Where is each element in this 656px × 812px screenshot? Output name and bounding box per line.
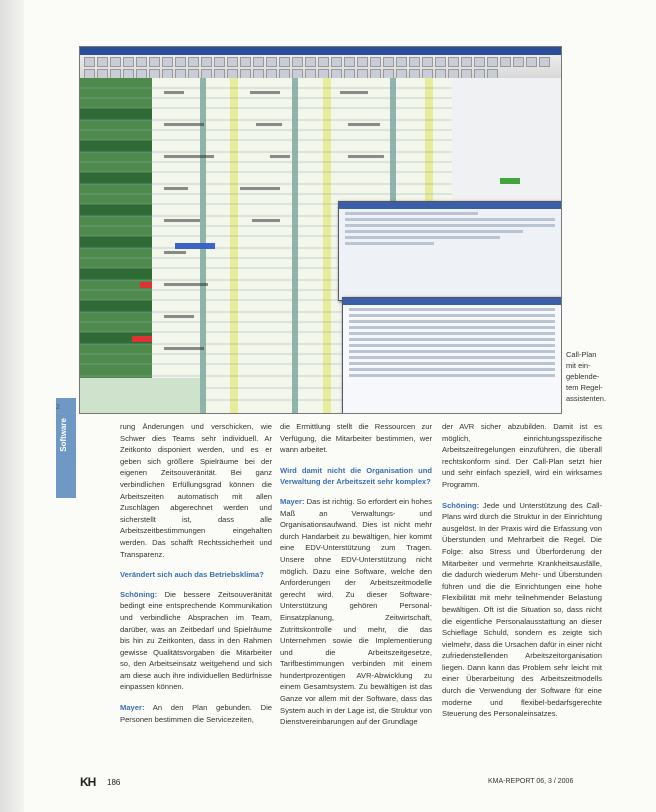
paragraph: [280, 496, 432, 728]
caption-line: geblende-: [566, 372, 600, 381]
article-column-middle: [280, 421, 432, 737]
result-list-dialog: [342, 297, 562, 414]
caption-line: tem Regel-: [566, 383, 603, 392]
paragraph: rung Änderungen und verschicken, wie Schwer dies Teams sehr individuell. Ar Zeitkonto disponiert werden, und es er geben sich größere Spielräume bei der eigenen Zeitsouveränität. Bei ganz verbindlichen Erfüllungsgrad können die Arbeitszeiten automatisch mit allen Zuschlägen abgerechnet werden und sicherstellt ist, dass alle Arbeitszeitbestimmungen eingehalten werden. Das schafft Rechtssicherheit und Transparenz.: [120, 422, 272, 559]
paragraph: [120, 589, 272, 693]
speaker-name: Schöning:: [442, 500, 480, 510]
paragraph: [120, 702, 272, 725]
answer-text: Das ist richtig. So erfordert ein hohes Maß an Verwaltungs- und Organisationsaufwand. Dies ist nicht mehr durch Handarbeit zu bewältigen, hier kommt eine EDV-Unterstützung zum Tragen. Unsere ohne EDV-Unterstützung nicht möglich. Dazu eine Software, welche den Anforderungen der Arbeitszeitmodelle gerecht wird. Zu dieser Software-Unterstützung gehören Personal-Einsatzplanung, Zeitwirtschaft, Zutrittskontrolle und mehr, die das Unternehmen sowie die Implementierung und die Arbeitszeitgesetze, Tarifbestimmungen verbinden mit einem hundertprozentigen AVR-Abwicklung zu einem Gesamtsystem. Zu bewältigen ist das Ganze vor allem mit der Software, dass das System auch in der Lage ist, die Struktur von Dienstvereinbarungen auf der Grundlage: [280, 496, 432, 727]
article-column-right: [442, 421, 602, 729]
page-number: 186: [107, 778, 121, 787]
figure-window-titlebar: [80, 47, 561, 55]
speaker-name: Mayer:: [280, 496, 305, 506]
caption-line: mit ein-: [566, 361, 591, 370]
caption-line: Call-Plan: [566, 350, 597, 359]
article-column-left: [120, 421, 272, 734]
interview-question: Verändert sich auch das Betriebsklima?: [120, 570, 264, 580]
section-number: 2: [56, 404, 60, 411]
rule-assistant-dialog: [338, 201, 562, 301]
section-tab-label: Software: [59, 418, 68, 452]
paragraph: [442, 500, 602, 720]
page-gutter-shadow: [0, 0, 24, 812]
speaker-name: Schöning:: [120, 589, 158, 599]
answer-text: An den Plan gebunden. Die Personen bestimmen die Servicezeiten,: [120, 703, 272, 724]
paragraph: die Ermittlung stellt die Ressourcen zur Verfügung, die Mitarbeiter bestimmen, wer wann arbeitet.: [280, 422, 432, 455]
caption-line: assistenten.: [566, 394, 607, 403]
answer-text: Die bessere Zeitsouveränität bedingt eine entsprechende Kommunikation und verbindliche Absprachen im Team, darüber, was an Zeitbedarf und Spielräume bis hin zu Zeitkonten, dass in den Rahmen gewisse Qualitätsvorgaben die Mitarbeiter so, den Arbeitseinsatz weitgehend und sich am diese auch ihre individuellen Bedürfnisse einpassen können.: [120, 589, 272, 692]
magazine-logo: KH: [80, 775, 96, 789]
interview-question: Wird damit nicht die Organisation und Verwaltung der Arbeitszeit sehr komplex?: [280, 465, 432, 487]
figure-caption: [566, 349, 606, 404]
answer-text: Jede und Unterstützung des Call-Plans wird durch die Struktur in der Einrichtung ausgelöst. In der Praxis wird die Erfassung von Überstunden und Mehrarbeit die Regel. Die Folge: also Stress und Überforderung der Mitarbeiter und vermehrte Krankheitsausfälle, die dadurch wiederum Mehr- und Überstunden führen und die die Einrichtungen eine hohe Flexibilität mit mehr teilnehmender Belastung bewältigen. Oft ist die Situation so, dass nicht die eigentliche Personalausstattung an dieser Schieflage Schuld, sondern es zeigte sich vielmehr, dass die Ursachen dafür in einer nicht zufriedenstellenden Arbeitszeitorganisation liegen. Dann kann das Problem sehr leicht mit einer Überarbeitung des Arbeitszeitmodells durch die Verwendung der Software für eine moderne und flexibel-bedarfsgerechte Steuerung des Personaleinsatzes.: [442, 500, 602, 719]
speaker-name: Mayer:: [120, 703, 145, 713]
screenshot-figure: [79, 46, 562, 414]
issue-reference: KMA-REPORT 06, 3 / 2006: [488, 778, 574, 785]
paragraph: der AVR sicher abzubilden. Damit ist es möglich, einrichtungsspezifische Arbeitszeitregelungen einzuführen, die überall rechtskonform sind. Der Call-Plan setzt hier und sehr einfach speziell, wird ein wirksames Programm.: [442, 422, 602, 489]
section-tab: [56, 398, 76, 498]
